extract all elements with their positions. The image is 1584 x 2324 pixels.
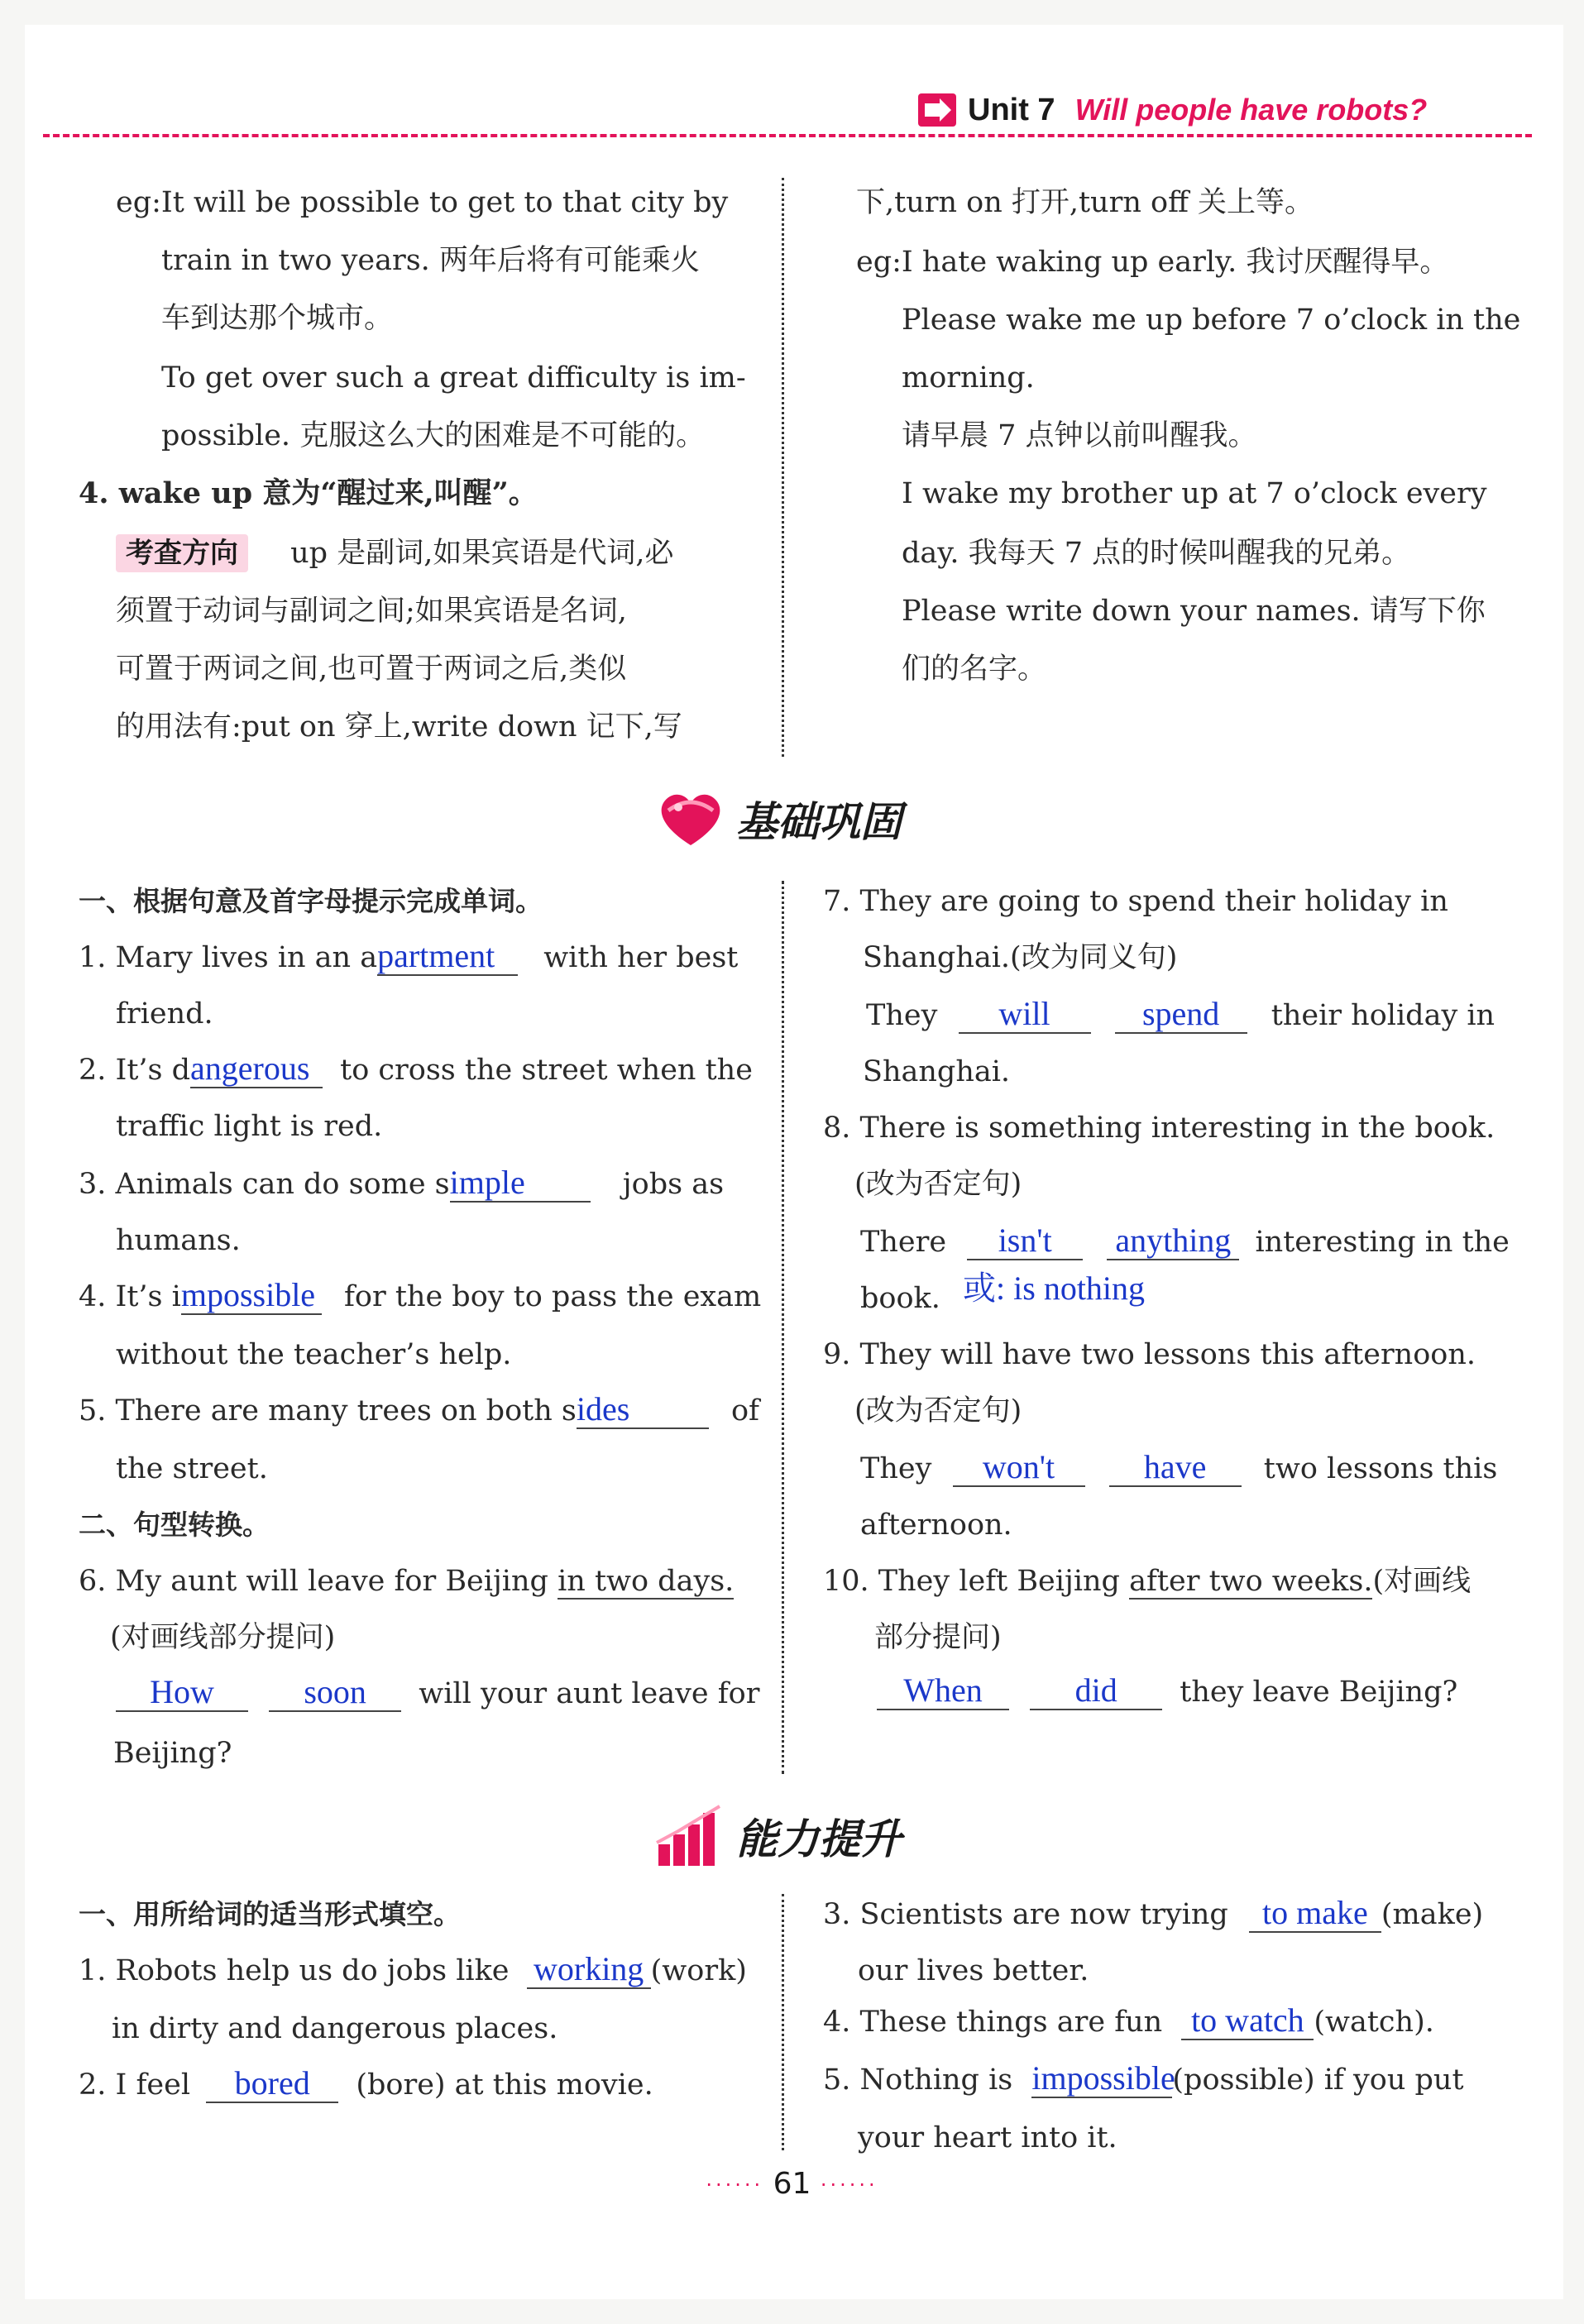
question-4: 4. These things are fun to watch (watch). [823,2001,1434,2039]
answer-blank: impossible [1031,2059,1175,2097]
page-number: ······ 61 ······ [706,2167,878,2201]
answer-blank: soon [269,1674,401,1712]
question-2: 2. I feel bored (bore) at this movie. [79,2064,653,2102]
exercise-heading: 二、句型转换。 [79,1509,270,1541]
question-5: 5. Nothing is impossible(possible) if you put [823,2059,1464,2097]
text-line: friend. [116,997,213,1030]
bar-chart-icon [653,1803,728,1869]
answer-blank: imple [450,1164,591,1203]
text-line: morning. [902,361,1035,395]
text-line: (改为否定句) [854,1394,1022,1427]
alternate-answer: 或: is nothing [963,1270,1146,1307]
answer-blank: anything [1107,1222,1239,1260]
text-line: 的用法有:put on 穿上,write down 记下,写 [116,710,682,744]
text-line: in dirty and dangerous places. [112,2012,558,2045]
section-header-basics [653,786,902,852]
unit-header [918,89,1427,131]
point-heading: 4. wake up 意为“醒过来,叫醒”。 [79,476,538,510]
answer-blank: ides [577,1391,709,1429]
text-line: the street. [116,1452,268,1485]
question-4: 4. It’s impossible for the boy to pass the exam [79,1276,762,1313]
text-line: 考查方向 up 是副词,如果宾语是代词,必 [116,524,673,582]
header-divider [43,134,1532,137]
question-9-answer-line: They won't have two lessons this [860,1448,1498,1485]
heart-ribbon-icon [653,786,728,852]
answer-blank: mpossible [181,1277,322,1315]
question-5: 5. There are many trees on both sides of [79,1390,760,1427]
answer-blank: How [116,1674,248,1712]
question-9: 9. They will have two lessons this afternoon. [823,1338,1476,1371]
text-line: 部分提问) [874,1621,1002,1654]
text-line: eg:It will be possible to get to that city by [116,186,729,219]
question-6-answer-line: How soon will your aunt leave for [116,1665,759,1723]
question-7-answer-line: They will spend their holiday in [866,995,1495,1032]
text-line: 可置于两词之间,也可置于两词之后,类似 [116,653,627,686]
text-line: 们的名字。 [902,653,1047,686]
text-line: train in two years. 两年后将有可能乘火 [161,244,700,277]
text-line: our lives better. [858,1954,1089,1987]
answer-blank: have [1109,1449,1242,1487]
text-line: humans. [116,1224,241,1257]
question-1: 1. Mary lives in an apartment with her best [79,937,739,974]
underlined-phrase: after two weeks. [1129,1565,1373,1598]
question-8-answer-line: There isn't anything interesting in the [860,1222,1510,1259]
question-8: 8. There is something interesting in the book. [823,1112,1495,1145]
unit-label: Unit 7 [968,92,1055,127]
text-line: without the teacher’s help. [116,1338,512,1371]
underlined-phrase: in two days. [558,1565,735,1598]
text-line: eg:I hate waking up early. 我讨厌醒得早。 [856,246,1449,279]
text-line: (改为否定句) [854,1168,1022,1201]
answer-blank: to watch [1181,2002,1314,2040]
text-line: Shanghai. [863,1055,1011,1088]
unit-title: Will people have robots? [1074,93,1428,127]
text-line: 请早晨 7 点钟以前叫醒我。 [902,419,1257,452]
answer-blank: angerous [190,1050,323,1088]
question-7: 7. They are going to spend their holiday in [823,885,1448,918]
text-line: afternoon. [860,1509,1012,1542]
answer-blank: isn't [967,1222,1083,1260]
question-2: 2. It’s dangerous to cross the street when the [79,1050,753,1087]
text-line: Please wake me up before 7 o’clock in the [902,304,1521,337]
question-10: 10. They left Beijing after two weeks.(对画线 [823,1565,1472,1598]
question-1: 1. Robots help us do jobs like working (work) [79,1950,747,1987]
text-line: 下,turn on 打开,turn off 关上等。 [856,186,1314,219]
question-10-answer-line: When did they leave Beijing? [877,1663,1457,1721]
column-divider [782,881,784,1774]
text-line: 须置于动词与副词之间;如果宾语是名词, [116,595,627,628]
text-line: Please write down your names. 请写下你 [902,595,1486,628]
answer-blank: won't [953,1449,1085,1487]
text-line: Shanghai.(改为同义句) [863,941,1178,974]
text-line: day. 我每天 7 点的时候叫醒我的兄弟。 [902,537,1411,570]
question-3: 3. Animals can do some simple jobs as [79,1164,725,1201]
answer-blank: partment [377,938,518,976]
text-line: I wake my brother up at 7 o’clock every [902,477,1487,510]
exercise-heading: 一、用所给词的适当形式填空。 [79,1898,461,1930]
text-line: book. 或: is nothing [860,1270,1146,1315]
exercise-heading: 一、根据句意及首字母提示完成单词。 [79,885,543,917]
text-line: 车到达那个城市。 [161,302,394,335]
answer-blank: working [527,1951,651,1989]
answer-blank: bored [206,2065,338,2103]
text-line: traffic light is red. [116,1110,383,1143]
answer-blank: will [959,996,1091,1034]
section-title: 基础巩固 [736,798,902,846]
text-line: your heart into it. [858,2121,1117,2154]
question-6: 6. My aunt will leave for Beijing in two days. [79,1565,735,1598]
column-divider [782,178,784,757]
exam-focus-tag: 考查方向 [116,534,248,572]
text-line: possible. 克服这么大的困难是不可能的。 [161,419,706,452]
answer-blank: spend [1115,996,1247,1034]
arrow-right-icon [918,93,956,127]
text-line: Beijing? [113,1737,232,1770]
text-line: To get over such a great difficulty is im- [161,361,746,395]
section-header-improvement [653,1803,902,1869]
section-title: 能力提升 [736,1815,902,1863]
question-3: 3. Scientists are now trying to make (make) [823,1894,1484,1931]
answer-blank: did [1030,1672,1162,1710]
answer-blank: When [877,1672,1009,1710]
answer-blank: to make [1249,1895,1381,1933]
text-line: (对画线部分提问) [110,1621,336,1654]
column-divider [782,1894,784,2150]
